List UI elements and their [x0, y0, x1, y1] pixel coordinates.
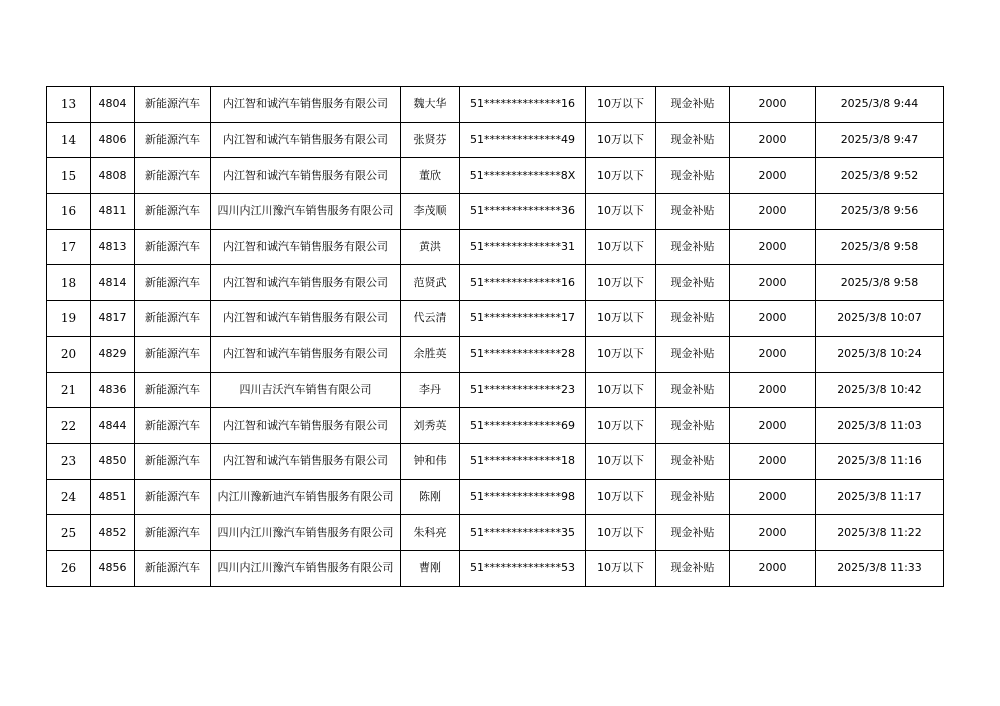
submit-time: 2025/3/8 9:47: [816, 122, 944, 158]
vehicle-category: 新能源汽车: [135, 87, 211, 123]
record-code: 4804: [91, 87, 135, 123]
subsidy-type: 现金补贴: [656, 443, 730, 479]
subsidy-amount: 2000: [730, 301, 816, 337]
applicant-name: 范贤武: [401, 265, 460, 301]
subsidy-type: 现金补贴: [656, 550, 730, 586]
dealer-company: 四川吉沃汽车销售有限公司: [211, 372, 401, 408]
applicant-name: 曹刚: [401, 550, 460, 586]
record-code: 4836: [91, 372, 135, 408]
vehicle-category: 新能源汽车: [135, 443, 211, 479]
vehicle-category: 新能源汽车: [135, 158, 211, 194]
price-range: 10万以下: [586, 301, 656, 337]
record-code: 4829: [91, 336, 135, 372]
table-row: [47, 158, 944, 194]
subsidy-amount: 2000: [730, 443, 816, 479]
submit-time: 2025/3/8 11:03: [816, 408, 944, 444]
price-range: 10万以下: [586, 372, 656, 408]
price-range: 10万以下: [586, 336, 656, 372]
vehicle-category: 新能源汽车: [135, 479, 211, 515]
masked-id-number: 51**************16: [460, 265, 586, 301]
submit-time: 2025/3/8 9:58: [816, 265, 944, 301]
vehicle-category: 新能源汽车: [135, 550, 211, 586]
subsidy-amount: 2000: [730, 229, 816, 265]
record-code: 4813: [91, 229, 135, 265]
record-code: 4811: [91, 194, 135, 230]
applicant-name: 董欣: [401, 158, 460, 194]
price-range: 10万以下: [586, 515, 656, 551]
subsidy-type: 现金补贴: [656, 229, 730, 265]
submit-time: 2025/3/8 11:22: [816, 515, 944, 551]
applicant-name: 黄洪: [401, 229, 460, 265]
submit-time: 2025/3/8 9:58: [816, 229, 944, 265]
row-index: 21: [47, 372, 91, 408]
price-range: 10万以下: [586, 479, 656, 515]
price-range: 10万以下: [586, 443, 656, 479]
masked-id-number: 51**************31: [460, 229, 586, 265]
submit-time: 2025/3/8 11:17: [816, 479, 944, 515]
subsidy-type: 现金补贴: [656, 515, 730, 551]
row-index: 22: [47, 408, 91, 444]
masked-id-number: 51**************16: [460, 87, 586, 123]
subsidy-amount: 2000: [730, 515, 816, 551]
masked-id-number: 51**************8X: [460, 158, 586, 194]
subsidy-type: 现金补贴: [656, 408, 730, 444]
table-row: [47, 122, 944, 158]
dealer-company: 内江智和诚汽车销售服务有限公司: [211, 408, 401, 444]
subsidy-table: [46, 86, 944, 587]
masked-id-number: 51**************53: [460, 550, 586, 586]
table-row: [47, 479, 944, 515]
table-body: [47, 87, 944, 587]
submit-time: 2025/3/8 11:33: [816, 550, 944, 586]
submit-time: 2025/3/8 10:07: [816, 301, 944, 337]
table-row: [47, 229, 944, 265]
applicant-name: 张贤芬: [401, 122, 460, 158]
subsidy-type: 现金补贴: [656, 336, 730, 372]
masked-id-number: 51**************49: [460, 122, 586, 158]
dealer-company: 内江智和诚汽车销售服务有限公司: [211, 265, 401, 301]
record-code: 4806: [91, 122, 135, 158]
row-index: 18: [47, 265, 91, 301]
vehicle-category: 新能源汽车: [135, 301, 211, 337]
submit-time: 2025/3/8 10:42: [816, 372, 944, 408]
dealer-company: 内江智和诚汽车销售服务有限公司: [211, 443, 401, 479]
table-row: [47, 87, 944, 123]
table-row: [47, 550, 944, 586]
table-row: [47, 194, 944, 230]
subsidy-type: 现金补贴: [656, 372, 730, 408]
subsidy-amount: 2000: [730, 550, 816, 586]
record-code: 4856: [91, 550, 135, 586]
vehicle-category: 新能源汽车: [135, 408, 211, 444]
vehicle-category: 新能源汽车: [135, 336, 211, 372]
row-index: 25: [47, 515, 91, 551]
row-index: 13: [47, 87, 91, 123]
dealer-company: 四川内江川豫汽车销售服务有限公司: [211, 550, 401, 586]
submit-time: 2025/3/8 9:44: [816, 87, 944, 123]
table-row: [47, 301, 944, 337]
dealer-company: 内江智和诚汽车销售服务有限公司: [211, 336, 401, 372]
subsidy-type: 现金补贴: [656, 301, 730, 337]
dealer-company: 内江智和诚汽车销售服务有限公司: [211, 122, 401, 158]
masked-id-number: 51**************35: [460, 515, 586, 551]
row-index: 15: [47, 158, 91, 194]
masked-id-number: 51**************18: [460, 443, 586, 479]
record-code: 4817: [91, 301, 135, 337]
row-index: 19: [47, 301, 91, 337]
price-range: 10万以下: [586, 229, 656, 265]
row-index: 20: [47, 336, 91, 372]
table-row: [47, 265, 944, 301]
subsidy-type: 现金补贴: [656, 158, 730, 194]
record-code: 4814: [91, 265, 135, 301]
dealer-company: 内江智和诚汽车销售服务有限公司: [211, 229, 401, 265]
price-range: 10万以下: [586, 265, 656, 301]
price-range: 10万以下: [586, 408, 656, 444]
dealer-company: 内江智和诚汽车销售服务有限公司: [211, 158, 401, 194]
dealer-company: 四川内江川豫汽车销售服务有限公司: [211, 194, 401, 230]
record-code: 4844: [91, 408, 135, 444]
table-row: [47, 336, 944, 372]
dealer-company: 内江川豫新迪汽车销售服务有限公司: [211, 479, 401, 515]
row-index: 26: [47, 550, 91, 586]
row-index: 17: [47, 229, 91, 265]
row-index: 24: [47, 479, 91, 515]
dealer-company: 四川内江川豫汽车销售服务有限公司: [211, 515, 401, 551]
record-code: 4808: [91, 158, 135, 194]
subsidy-amount: 2000: [730, 408, 816, 444]
submit-time: 2025/3/8 11:16: [816, 443, 944, 479]
subsidy-amount: 2000: [730, 265, 816, 301]
record-code: 4851: [91, 479, 135, 515]
subsidy-amount: 2000: [730, 194, 816, 230]
submit-time: 2025/3/8 9:52: [816, 158, 944, 194]
submit-time: 2025/3/8 9:56: [816, 194, 944, 230]
masked-id-number: 51**************69: [460, 408, 586, 444]
table-row: [47, 372, 944, 408]
applicant-name: 钟和伟: [401, 443, 460, 479]
subsidy-type: 现金补贴: [656, 479, 730, 515]
table-row: [47, 515, 944, 551]
price-range: 10万以下: [586, 194, 656, 230]
masked-id-number: 51**************98: [460, 479, 586, 515]
submit-time: 2025/3/8 10:24: [816, 336, 944, 372]
masked-id-number: 51**************28: [460, 336, 586, 372]
price-range: 10万以下: [586, 122, 656, 158]
subsidy-type: 现金补贴: [656, 87, 730, 123]
table-row: [47, 408, 944, 444]
masked-id-number: 51**************36: [460, 194, 586, 230]
applicant-name: 魏大华: [401, 87, 460, 123]
applicant-name: 李茂顺: [401, 194, 460, 230]
applicant-name: 陈刚: [401, 479, 460, 515]
row-index: 23: [47, 443, 91, 479]
masked-id-number: 51**************17: [460, 301, 586, 337]
subsidy-type: 现金补贴: [656, 194, 730, 230]
vehicle-category: 新能源汽车: [135, 372, 211, 408]
price-range: 10万以下: [586, 87, 656, 123]
applicant-name: 余胜英: [401, 336, 460, 372]
applicant-name: 朱科亮: [401, 515, 460, 551]
applicant-name: 刘秀英: [401, 408, 460, 444]
vehicle-category: 新能源汽车: [135, 122, 211, 158]
subsidy-amount: 2000: [730, 336, 816, 372]
subsidy-amount: 2000: [730, 372, 816, 408]
subsidy-amount: 2000: [730, 87, 816, 123]
subsidy-type: 现金补贴: [656, 265, 730, 301]
record-code: 4850: [91, 443, 135, 479]
price-range: 10万以下: [586, 550, 656, 586]
vehicle-category: 新能源汽车: [135, 194, 211, 230]
vehicle-category: 新能源汽车: [135, 265, 211, 301]
table-row: [47, 443, 944, 479]
subsidy-amount: 2000: [730, 122, 816, 158]
vehicle-category: 新能源汽车: [135, 515, 211, 551]
subsidy-amount: 2000: [730, 479, 816, 515]
price-range: 10万以下: [586, 158, 656, 194]
row-index: 16: [47, 194, 91, 230]
masked-id-number: 51**************23: [460, 372, 586, 408]
applicant-name: 代云清: [401, 301, 460, 337]
vehicle-category: 新能源汽车: [135, 229, 211, 265]
applicant-name: 李丹: [401, 372, 460, 408]
dealer-company: 内江智和诚汽车销售服务有限公司: [211, 87, 401, 123]
record-code: 4852: [91, 515, 135, 551]
dealer-company: 内江智和诚汽车销售服务有限公司: [211, 301, 401, 337]
subsidy-amount: 2000: [730, 158, 816, 194]
row-index: 14: [47, 122, 91, 158]
subsidy-type: 现金补贴: [656, 122, 730, 158]
